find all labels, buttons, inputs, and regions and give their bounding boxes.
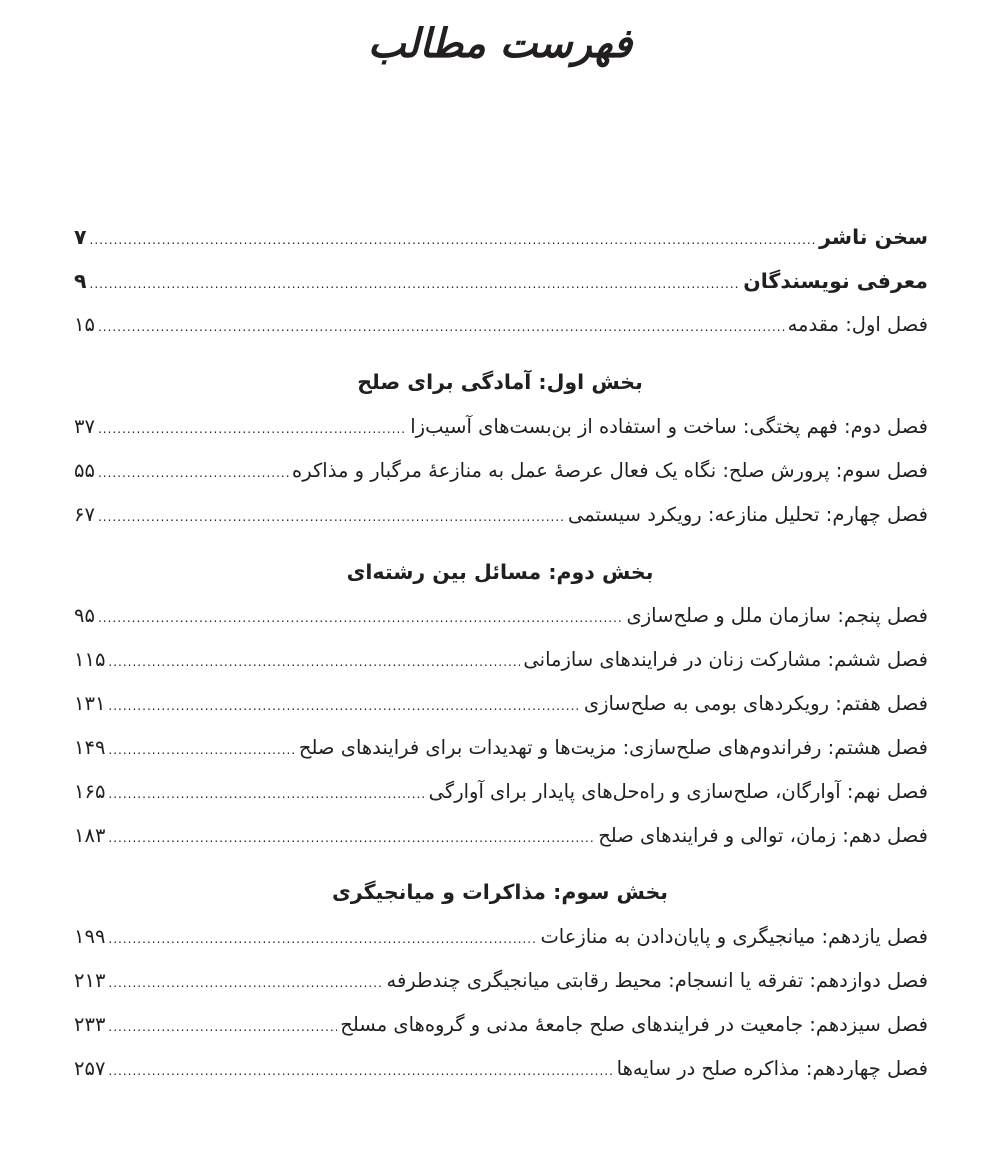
- toc-entry-title: فصل هفتم: رویکردهای بومی به صلح‌سازی: [583, 692, 928, 715]
- toc-entry-chapter-11[interactable]: [74, 919, 928, 955]
- toc-entry-chapter-3[interactable]: [74, 453, 928, 489]
- toc-page-number: ۶۷: [74, 503, 95, 526]
- toc-entry-chapter-10[interactable]: [74, 818, 928, 854]
- leader-dots: [90, 222, 817, 258]
- toc-page-number: ۷: [74, 225, 87, 249]
- leader-dots: [98, 411, 407, 447]
- leader-dots: [108, 776, 425, 812]
- part-heading-3: بخش سوم: مذاکرات و میانجیگری: [332, 880, 668, 904]
- leader-dots: [108, 965, 383, 1001]
- toc-entry-chapter-2[interactable]: [74, 409, 928, 445]
- toc-entry-title: فصل دوم: فهم پختگی: ساخت و استفاده از بن‌بست‌های آسیب‌زا: [410, 415, 928, 438]
- leader-dots: [108, 1053, 613, 1089]
- toc-entry-chapter-4[interactable]: [74, 497, 928, 533]
- toc-entry-title: فصل دهم: زمان، توالی و فرایندهای صلح: [598, 824, 928, 847]
- leader-dots: [108, 732, 295, 768]
- toc-entry-title: فصل چهارم: تحلیل منازعه: رویکرد سیستمی: [567, 503, 928, 526]
- toc-entry-title: فصل پنجم: سازمان ملل و صلح‌سازی: [626, 604, 928, 627]
- toc-entry-title: فصل چهاردهم: مذاکره صلح در سایه‌ها: [616, 1057, 928, 1080]
- toc-page-number: ۲۳۳: [74, 1013, 106, 1036]
- toc-page-number: ۹۵: [74, 604, 95, 627]
- toc-entry-title: فصل ششم: مشارکت زنان در فرایندهای سازمانی: [523, 648, 928, 671]
- toc-page-number: ۱۶۵: [74, 780, 106, 803]
- leader-dots: [108, 820, 595, 856]
- toc-entry-chapter-5[interactable]: [74, 598, 928, 634]
- leader-dots: [98, 309, 785, 345]
- toc-page-number: ۱۳۱: [74, 692, 106, 715]
- leader-dots: [98, 600, 624, 636]
- toc-page-number: ۳۷: [74, 415, 95, 438]
- toc-entry-chapter-12[interactable]: [74, 963, 928, 999]
- toc-entry-title: فصل هشتم: رفراندوم‌های صلح‌سازی: مزیت‌ها و تهدیدات برای فرایندهای صلح: [298, 736, 928, 759]
- toc-entry-title: فصل اول: مقدمه: [787, 313, 928, 336]
- toc-page-number: ۲۱۳: [74, 969, 106, 992]
- toc-entry-chapter-14[interactable]: [74, 1051, 928, 1087]
- toc-entry-title: فصل سوم: پرورش صلح: نگاه یک فعال عرصهٔ عمل به منازعهٔ مرگبار و مذاکره: [292, 459, 928, 482]
- toc-entry-chapter-8[interactable]: [74, 730, 928, 766]
- part-heading-1: بخش اول: آمادگی برای صلح: [357, 370, 643, 394]
- toc-entry-chapter-1[interactable]: [74, 307, 928, 343]
- page-title: فهرست مطالب: [367, 20, 633, 67]
- toc-entry-chapter-7[interactable]: [74, 686, 928, 722]
- leader-dots: [108, 644, 520, 680]
- toc-page-number: ۲۵۷: [74, 1057, 106, 1080]
- leader-dots: [108, 1009, 337, 1045]
- leader-dots: [98, 455, 289, 491]
- toc-page-number: ۱۵: [74, 313, 95, 336]
- toc-page-number: ۵۵: [74, 459, 95, 482]
- toc-entry-title: معرفی نویسندگان: [743, 269, 928, 293]
- leader-dots: [98, 499, 565, 535]
- leader-dots: [90, 266, 741, 302]
- toc-entry-chapter-13[interactable]: [74, 1007, 928, 1043]
- toc-entry-chapter-9[interactable]: [74, 774, 928, 810]
- toc-entry-title: فصل دوازدهم: تفرقه یا انسجام: محیط رقابتی میانجیگری چندطرفه: [386, 969, 928, 992]
- toc-entry-title: فصل نهم: آوارگان، صلح‌سازی و راه‌حل‌های پایدار برای آوارگی: [428, 780, 928, 803]
- toc-entry-title: فصل سیزدهم: جامعیت در فرایندهای صلح جامعهٔ مدنی و گروه‌های مسلح: [340, 1013, 928, 1036]
- part-heading-2: بخش دوم: مسائل بین رشته‌ای: [346, 560, 654, 584]
- toc-entry-authors[interactable]: [74, 263, 928, 299]
- toc-page-number: ۹: [74, 269, 87, 293]
- leader-dots: [108, 688, 580, 724]
- leader-dots: [108, 921, 537, 957]
- toc-page-number: ۱۹۹: [74, 925, 106, 948]
- toc-entry-publisher-note[interactable]: [74, 219, 928, 255]
- toc-page-number: ۱۸۳: [74, 824, 106, 847]
- toc-page-number: ۱۴۹: [74, 736, 106, 759]
- toc-entry-title: فصل یازدهم: میانجیگری و پایان‌دادن به منازعات: [540, 925, 928, 948]
- toc-page-number: ۱۱۵: [74, 648, 106, 671]
- toc-entry-chapter-6[interactable]: [74, 642, 928, 678]
- toc-entry-title: سخن ناشر: [819, 225, 928, 249]
